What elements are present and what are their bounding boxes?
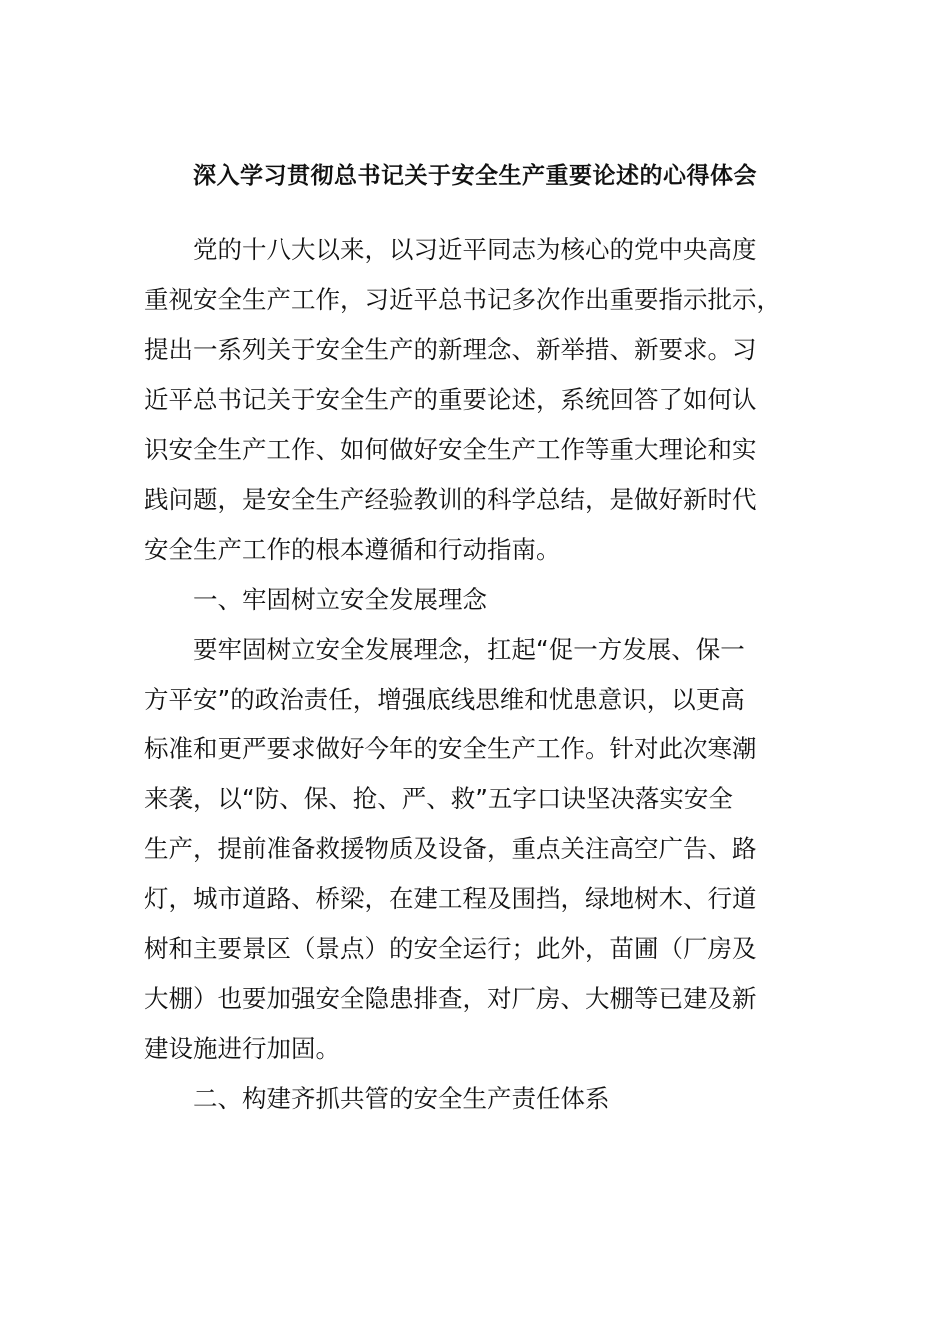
paragraph-line: 树和主要景区（景点）的安全运行；此外，苗圃（厂房及 — [144, 934, 757, 963]
paragraph-line: 生产，提前准备救援物质及设备，重点关注高空广告、路 — [144, 834, 757, 863]
paragraph-line: 方平安”的政治责任，增强底线思维和忧患意识，以更高 — [144, 685, 745, 714]
paragraph-line: 大棚）也要加强安全隐患排查，对厂房、大棚等已建及新 — [144, 984, 757, 1013]
paragraph-line: 识安全生产工作、如何做好安全生产工作等重大理论和实 — [144, 435, 757, 464]
section-heading: 一、牢固树立安全发展理念 — [193, 585, 487, 614]
paragraph-line: 安全生产工作的根本遵循和行动指南。 — [144, 535, 561, 564]
paragraph-line: 标准和更严要求做好今年的安全生产工作。针对此次寒潮 — [144, 734, 757, 763]
paragraph-line: 重视安全生产工作，习近平总书记多次作出重要指示批示， — [144, 285, 781, 314]
section-heading: 二、构建齐抓共管的安全生产责任体系 — [193, 1084, 610, 1113]
paragraph-line: 建设施进行加固。 — [144, 1034, 340, 1063]
document-title: 深入学习贯彻总书记关于安全生产重要论述的心得体会 — [193, 163, 757, 189]
paragraph-line: 要牢固树立安全发展理念，扛起“促一方发展、保一 — [193, 635, 745, 664]
paragraph-line: 党的十八大以来，以习近平同志为核心的党中央高度 — [193, 235, 757, 264]
paragraph-line: 近平总书记关于安全生产的重要论述，系统回答了如何认 — [144, 385, 757, 414]
paragraph-line: 来袭，以“防、保、抢、严、救”五字口诀坚决落实安全 — [144, 784, 733, 813]
paragraph-line: 提出一系列关于安全生产的新理念、新举措、新要求。习 — [144, 335, 757, 364]
paragraph-line: 践问题，是安全生产经验教训的科学总结，是做好新时代 — [144, 485, 757, 514]
paragraph-line: 灯，城市道路、桥梁，在建工程及围挡，绿地树木、行道 — [144, 884, 757, 913]
